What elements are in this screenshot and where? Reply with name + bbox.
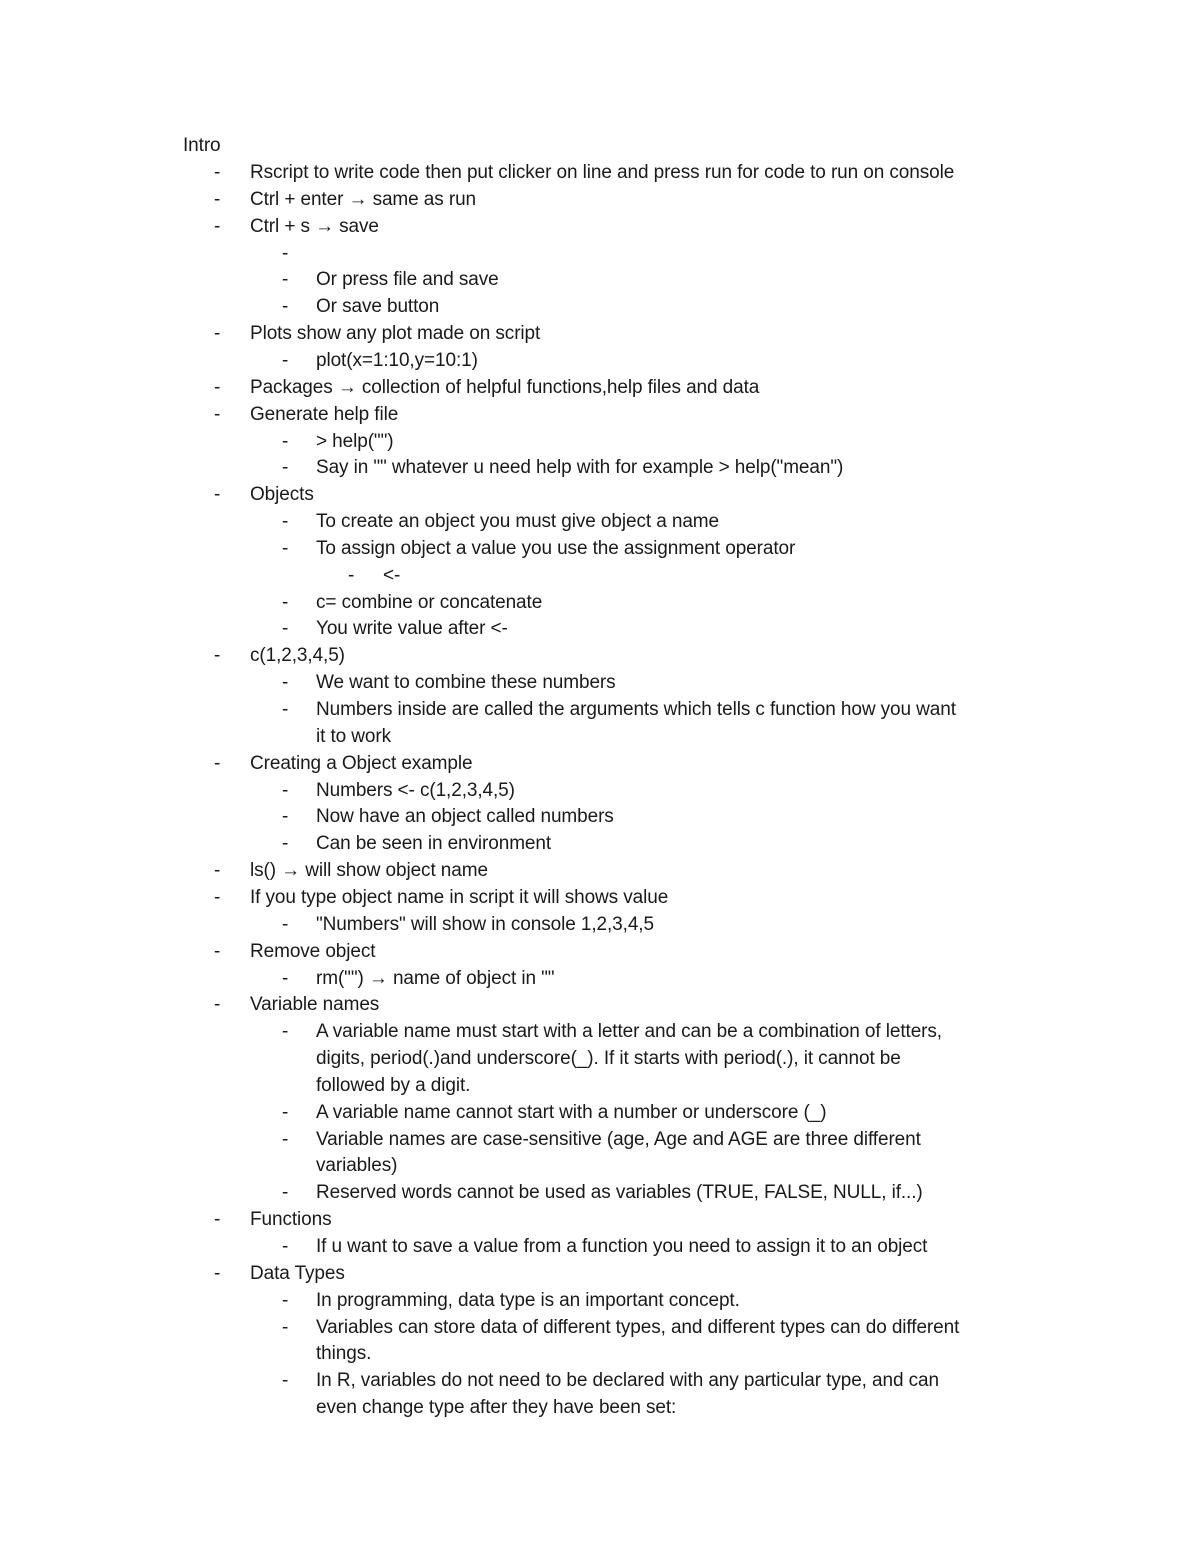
list-item: Numbers inside are called the arguments which tells c function how you want	[316, 699, 956, 720]
list-item-continuation: variables)	[316, 1155, 398, 1176]
list-item: ls() → will show object name	[250, 860, 488, 881]
bullet-dash: -	[214, 377, 221, 398]
list-item: Numbers <- c(1,2,3,4,5)	[316, 780, 515, 801]
list-item: Or save button	[316, 296, 440, 317]
list-item: A variable name cannot start with a number or underscore (_)	[316, 1102, 827, 1123]
list-item: Creating a Object example	[250, 753, 473, 774]
bullet-dash: -	[282, 1290, 289, 1311]
list-item: We want to combine these numbers	[316, 672, 616, 693]
bullet-dash: -	[282, 806, 289, 827]
bullet-dash: -	[282, 243, 289, 264]
bullet-dash: -	[282, 780, 289, 801]
bullet-dash: -	[282, 618, 289, 639]
bullet-dash: -	[282, 350, 289, 371]
list-item: In programming, data type is an important concept.	[316, 1290, 740, 1311]
list-item: Variable names are case-sensitive (age, Age and AGE are three different	[316, 1129, 921, 1150]
list-item: <-	[383, 565, 401, 586]
bullet-dash: -	[282, 296, 289, 317]
bullet-dash: -	[214, 484, 221, 505]
list-item-continuation: things.	[316, 1343, 372, 1364]
bullet-dash: -	[282, 511, 289, 532]
bullet-dash: -	[214, 189, 221, 210]
bullet-dash: -	[282, 457, 289, 478]
bullet-dash: -	[282, 1370, 289, 1391]
bullet-dash: -	[214, 162, 221, 183]
list-item: Variable names	[250, 994, 380, 1015]
bullet-dash: -	[282, 699, 289, 720]
bullet-dash: -	[282, 592, 289, 613]
bullet-dash: -	[282, 672, 289, 693]
list-item: > help("")	[316, 431, 394, 452]
bullet-dash: -	[282, 968, 289, 989]
bullet-dash: -	[214, 860, 221, 881]
bullet-dash: -	[282, 1102, 289, 1123]
list-item: c(1,2,3,4,5)	[250, 645, 345, 666]
list-item-continuation: followed by a digit.	[316, 1075, 471, 1096]
bullet-dash: -	[214, 941, 221, 962]
bullet-dash: -	[214, 753, 221, 774]
bullet-dash: -	[282, 269, 289, 290]
bullet-dash: -	[214, 216, 221, 237]
list-item: Packages → collection of helpful functions,help files and data	[250, 377, 760, 398]
list-item: Can be seen in environment	[316, 833, 552, 854]
list-item: If you type object name in script it will shows value	[250, 887, 669, 908]
bullet-dash: -	[282, 1236, 289, 1257]
list-item: plot(x=1:10,y=10:1)	[316, 350, 478, 371]
bullet-dash: -	[214, 994, 221, 1015]
bullet-dash: -	[348, 565, 355, 586]
bullet-dash: -	[214, 645, 221, 666]
page-title: Intro	[183, 135, 221, 156]
list-item-continuation: even change type after they have been set:	[316, 1397, 677, 1418]
list-item: Reserved words cannot be used as variables (TRUE, FALSE, NULL, if...)	[316, 1182, 923, 1203]
list-item-continuation: it to work	[316, 726, 392, 747]
list-item: Plots show any plot made on script	[250, 323, 541, 344]
list-item: Now have an object called numbers	[316, 806, 614, 827]
list-item: Say in "" whatever u need help with for example > help("mean")	[316, 457, 844, 478]
list-item: c= combine or concatenate	[316, 592, 543, 613]
list-item: Rscript to write code then put clicker on line and press run for code to run on console	[250, 162, 955, 183]
list-item: "Numbers" will show in console 1,2,3,4,5	[316, 914, 654, 935]
list-item: A variable name must start with a letter and can be a combination of letters,	[316, 1021, 942, 1042]
bullet-dash: -	[214, 1263, 221, 1284]
list-item: Generate help file	[250, 404, 399, 425]
list-item: Functions	[250, 1209, 332, 1230]
bullet-dash: -	[282, 431, 289, 452]
list-item: In R, variables do not need to be declared with any particular type, and can	[316, 1370, 939, 1391]
list-item: Ctrl + s → save	[250, 216, 379, 237]
bullet-dash: -	[214, 323, 221, 344]
bullet-dash: -	[282, 1182, 289, 1203]
list-item: Data Types	[250, 1263, 345, 1284]
bullet-dash: -	[282, 914, 289, 935]
list-item: Or press file and save	[316, 269, 499, 290]
list-item: Remove object	[250, 941, 376, 962]
list-item-continuation: digits, period(.)and underscore(_). If it starts with period(.), it cannot be	[316, 1048, 901, 1069]
bullet-dash: -	[214, 887, 221, 908]
bullet-dash: -	[214, 404, 221, 425]
list-item: rm("") → name of object in ""	[316, 968, 555, 989]
list-item: Variables can store data of different types, and different types can do different	[316, 1317, 960, 1338]
bullet-dash: -	[282, 833, 289, 854]
list-item: To assign object a value you use the assignment operator	[316, 538, 796, 559]
list-item: You write value after <-	[316, 618, 508, 639]
bullet-dash: -	[282, 1317, 289, 1338]
list-item: Ctrl + enter → same as run	[250, 189, 477, 210]
bullet-dash: -	[214, 1209, 221, 1230]
bullet-dash: -	[282, 1129, 289, 1150]
bullet-dash: -	[282, 538, 289, 559]
list-item: If u want to save a value from a function you need to assign it to an object	[316, 1236, 928, 1257]
list-item: To create an object you must give object a name	[316, 511, 719, 532]
list-item: Objects	[250, 484, 314, 505]
bullet-dash: -	[282, 1021, 289, 1042]
